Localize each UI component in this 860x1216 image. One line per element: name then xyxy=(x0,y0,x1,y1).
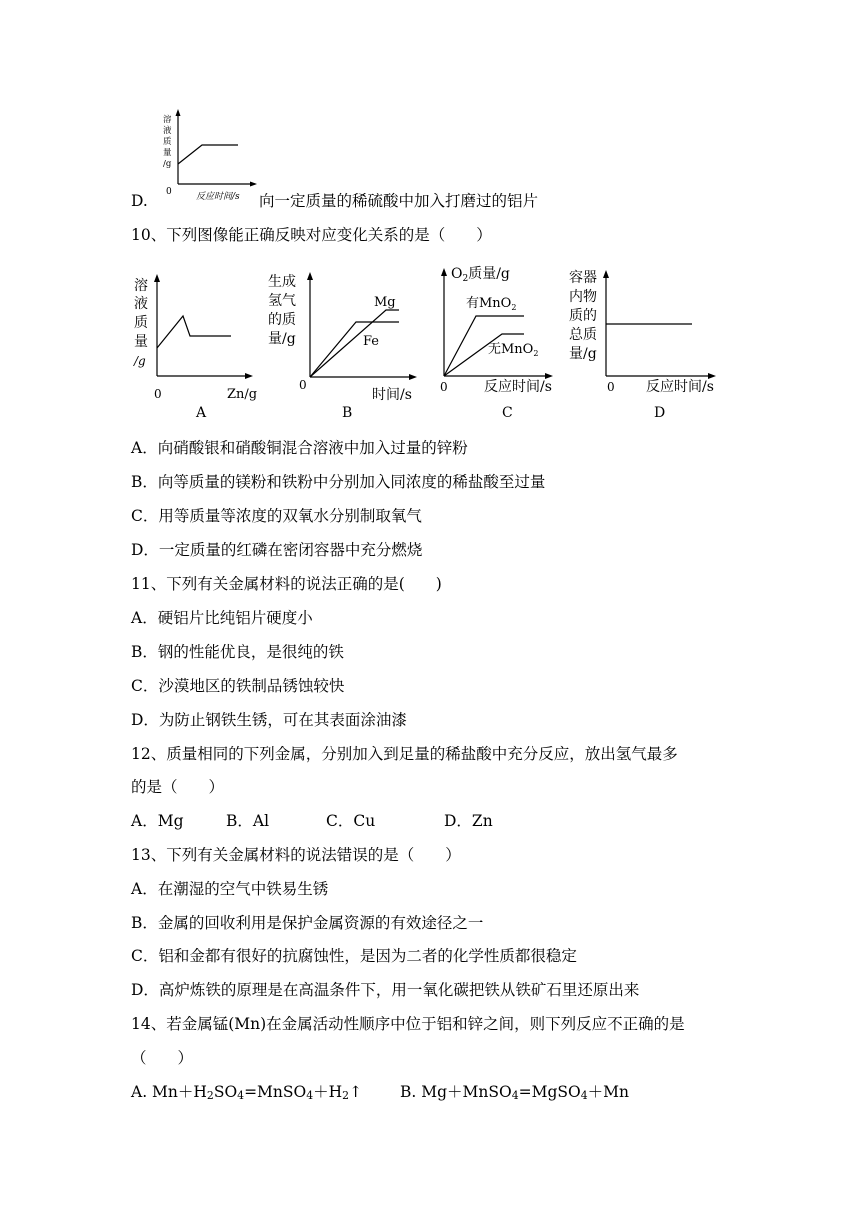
q12-stem-line1: 12、质量相同的下列金属，分别加入到足量的稀盐酸中充分反应，放出氢气最多 xyxy=(131,745,678,763)
q12-option-d: D．Zn xyxy=(444,812,493,830)
y-arrow xyxy=(441,268,447,276)
series-fe-line xyxy=(310,310,399,377)
y-label-3: 质的 xyxy=(569,308,597,324)
origin-label: 0 xyxy=(154,387,162,401)
y-label-4: 量/g xyxy=(268,331,296,347)
x-label: 反应时间/s xyxy=(484,379,552,395)
q10-option-b: B．向等质量的镁粉和铁粉中分别加入同浓度的稀盐酸至过量 xyxy=(131,473,546,491)
q10-chart-a xyxy=(128,266,266,424)
q11-option-c: C．沙漠地区的铁制品锈蚀较快 xyxy=(131,677,345,695)
y-label-2: 内物 xyxy=(569,289,597,305)
y-label-1: 溶 xyxy=(163,115,172,125)
origin-label: 0 xyxy=(299,378,307,392)
x-label: Zn/g xyxy=(227,387,258,402)
data-line xyxy=(157,316,231,348)
x-label: 时间/s xyxy=(372,387,412,403)
y-label-3: 质 xyxy=(163,137,172,147)
y-label-5: /g xyxy=(163,159,172,169)
y-label-1: 溶 xyxy=(134,278,148,294)
series-mg-line xyxy=(310,322,399,377)
y-label-5: /g xyxy=(134,354,146,368)
series-fe-label: Fe xyxy=(363,334,380,349)
q14-stem-line2: （ ） xyxy=(131,1049,194,1067)
q10-stem: 10、下列图像能正确反映对应变化关系的是（ ） xyxy=(131,226,492,244)
q10-chart-b xyxy=(266,262,426,424)
q13-option-c: C．铝和金都有很好的抗腐蚀性，是因为二者的化学性质都很稳定 xyxy=(131,947,577,965)
y-label-3: 的质 xyxy=(268,312,296,328)
q11-option-d: D．为防止钢铁生锈，可在其表面涂油漆 xyxy=(131,711,407,729)
y-label-4: 总质 xyxy=(569,327,597,343)
q14-option-a: A. $Mn+H_2SO_4=MnSO_4+H_2↑$ xyxy=(131,1083,363,1103)
y-label-2: 氢气 xyxy=(268,293,296,309)
y-label-2: 液 xyxy=(134,296,148,312)
q10-chart-c xyxy=(426,260,576,424)
y-label-1: 生成 xyxy=(268,274,296,290)
series-with-mno2-label: 有MnO$_2$ xyxy=(466,296,517,312)
origin-label: 0 xyxy=(166,187,172,197)
q14-option-b: B. Mg＋MnSO$_4$=MgSO$_4$＋Mn xyxy=(400,1083,629,1103)
data-line xyxy=(178,145,238,164)
q10-option-d: D．一定质量的红磷在密闭容器中充分燃烧 xyxy=(131,541,423,559)
y-label-1: 容器 xyxy=(569,270,597,286)
q9-option-d-text: 向一定质量的稀硫酸中加入打磨过的铝片 xyxy=(259,192,539,210)
q12-stem-line2: 的是（ ） xyxy=(131,778,225,796)
chart-letter: C xyxy=(502,405,513,421)
series-without-mno2-label: 无MnO$_2$ xyxy=(488,342,539,358)
q9-option-d-label: D. xyxy=(131,192,148,210)
y-label-4: 量 xyxy=(163,148,172,158)
q13-stem: 13、下列有关金属材料的说法错误的是（ ） xyxy=(131,846,461,864)
y-arrow xyxy=(603,270,609,278)
q13-option-a: A．在潮湿的空气中铁易生锈 xyxy=(131,880,329,898)
x-label: 反应时间/s xyxy=(646,379,714,395)
y-arrow xyxy=(307,272,313,280)
q12-option-c: C．Cu xyxy=(326,812,376,830)
chart-letter: A xyxy=(196,405,207,421)
chart-letter: B xyxy=(342,405,353,421)
x-arrow xyxy=(409,374,417,380)
y-label-2: 液 xyxy=(163,126,172,136)
y-label: $O_2$质量/g xyxy=(451,266,510,284)
q11-option-a: A．硬铝片比纯铝片硬度小 xyxy=(131,609,313,627)
q10-option-a: A．向硝酸银和硝酸铜混合溶液中加入过量的锌粉 xyxy=(131,439,468,457)
chart-letter: D xyxy=(654,405,666,421)
y-label-3: 质 xyxy=(134,315,148,331)
q9-d-chart xyxy=(160,108,260,200)
x-label: 反应时间/s xyxy=(196,192,240,200)
origin-label: 0 xyxy=(607,380,615,394)
q14-stem-line1: 14、若金属锰(Mn)在金属活动性顺序中位于铝和锌之间，则下列反应不正确的是 xyxy=(131,1015,685,1033)
y-arrow xyxy=(176,109,181,116)
q10-chart-d xyxy=(566,262,732,424)
q13-option-d: D．高炉炼铁的原理是在高温条件下，用一氧化碳把铁从铁矿石里还原出来 xyxy=(131,981,640,999)
q11-stem: 11、下列有关金属材料的说法正确的是( ) xyxy=(131,575,442,593)
q10-option-c: C．用等质量等浓度的双氧水分别制取氧气 xyxy=(131,507,422,525)
q12-option-a: A．Mg xyxy=(131,812,184,830)
series-mg-label: Mg xyxy=(374,295,396,310)
x-arrow xyxy=(245,373,253,379)
origin-label: 0 xyxy=(440,380,448,394)
y-label-4: 量 xyxy=(134,334,148,350)
q11-option-b: B．钢的性能优良，是很纯的铁 xyxy=(131,643,344,661)
q12-option-b: B．Al xyxy=(226,812,270,830)
y-arrow xyxy=(154,274,160,282)
x-arrow xyxy=(250,182,257,187)
y-label-5: 量/g xyxy=(569,346,597,362)
q13-option-b: B．金属的回收利用是保护金属资源的有效途径之一 xyxy=(131,914,484,932)
